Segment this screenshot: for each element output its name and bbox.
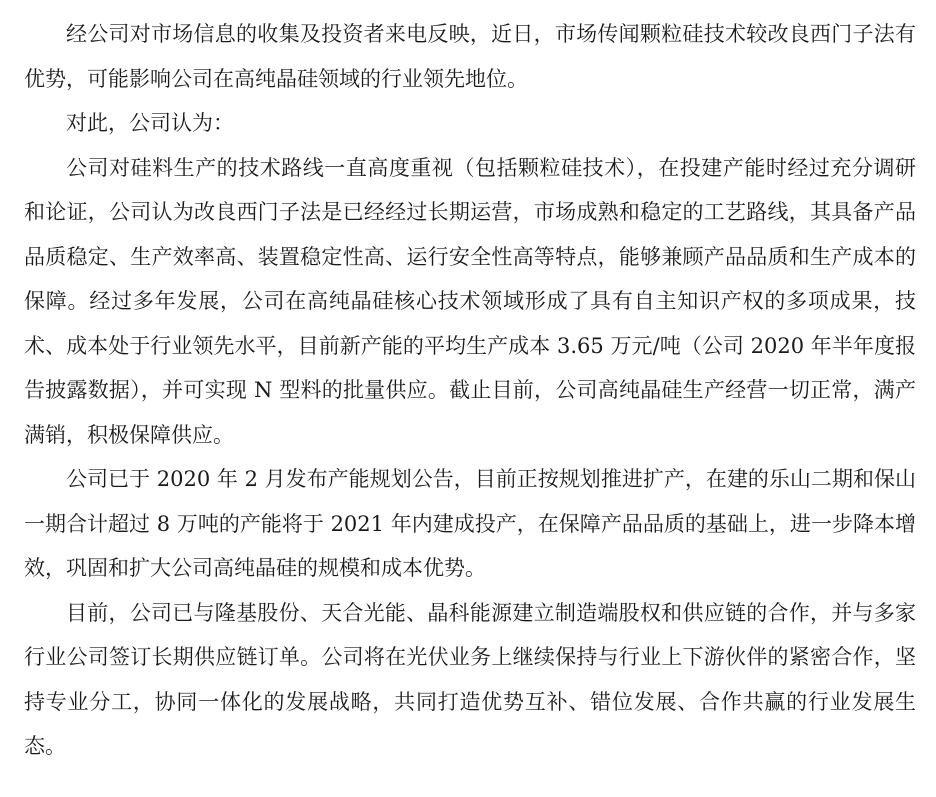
paragraph-market-rumor: 经公司对市场信息的收集及投资者来电反映，近日，市场传闻颗粒硅技术较改良西门子法有优势，可能影响公司在高纯晶硅领域的行业领先地位。 — [24, 22, 916, 91]
paragraph-company-view-intro: 对此，公司认为： — [66, 111, 234, 135]
paragraph-capacity-plan: 公司已于 2020 年 2 月发布产能规划公告，目前正按规划推进扩产，在建的乐山二期和保山一期合计超过 8 万吨的产能将于 2021 年内建成投产，在保障产品品质的基础上，进一步降本增效，巩固和扩大公司高纯晶硅的规模和成本优势。 — [24, 467, 916, 580]
paragraph-technology-route: 公司对硅料生产的技术路线一直高度重视（包括颗粒硅技术），在投建产能时经过充分调研和论证，公司认为改良西门子法是已经经过长期运营，市场成熟和稳定的工艺路线，其具备产品品质稳定、生产效率高、装置稳定性高、运行安全性高等特点，能够兼顾产品品质和生产成本的保障。经过多年发展，公司在高纯晶硅核心技术领域形成了具有自主知识产权的多项成果，技术、成本处于行业领先水平，目前新产能的平均生产成本 3.65 万元/吨（公司 2020 年半年度报告披露数据），并可实现 N 型料的批量供应。截止目前，公司高纯晶硅生产经营一切正常，满产满销，积极保障供应。 — [24, 155, 916, 447]
paragraph-cooperation: 目前，公司已与隆基股份、天合光能、晶科能源建立制造端股权和供应链的合作，并与多家行业公司签订长期供应链订单。公司将在光伏业务上继续保持与行业上下游伙伴的紧密合作，坚持专业分工，协同一体化的发展战略，共同打造优势互补、错位发展、合作共赢的行业发展生态。 — [24, 600, 916, 758]
